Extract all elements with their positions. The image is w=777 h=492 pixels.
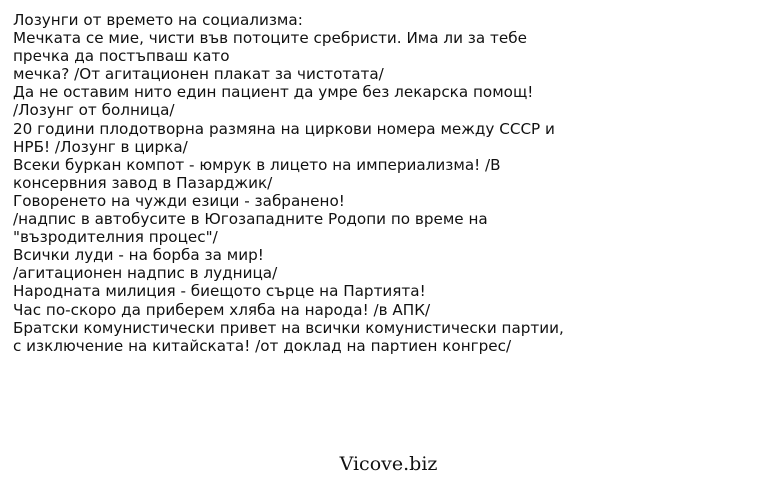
text-line: Говоренето на чужди езици - забранено! xyxy=(13,191,345,210)
text-line: консервния завод в Пазарджик/ xyxy=(13,173,273,192)
text-line: "възродителния процес"/ xyxy=(13,228,218,247)
text-line: Мечката се мие, чисти във потоците сребристи. Има ли за тебе xyxy=(13,29,527,48)
text-line: Всички луди - на борба за мир! xyxy=(13,246,264,265)
text-line: пречка да постъпваш като xyxy=(13,47,230,66)
text-line: мечка? /От агитационен плакат за чистотата/ xyxy=(13,65,384,84)
text-line: 20 години плодотворна размяна на циркови номера между СССР и xyxy=(13,119,555,138)
text-line: Лозунги от времето на социализма: xyxy=(13,11,303,29)
text-line: Братски комунистически привет на всички комунистически партии, xyxy=(13,318,564,337)
text-line: Всеки буркан компот - юмрук в лицето на империализма! /В xyxy=(13,155,501,174)
text-line: Народната милиция - биещото сърце на Партията! xyxy=(13,282,426,301)
text-line: Да не оставим нито един пациент да умре без лекарска помощ! xyxy=(13,83,534,102)
text-line: НРБ! /Лозунг в цирка/ xyxy=(13,137,188,156)
text-line: /Лозунг от болница/ xyxy=(13,101,175,120)
text-line: Час по-скоро да приберем хляба на народа! /в АПК/ xyxy=(13,300,431,319)
site-watermark: Vicove.biz xyxy=(339,453,438,475)
text-line: /надпис в автобусите в Югозападните Родопи по време на xyxy=(13,210,488,229)
slogans-text xyxy=(13,11,613,355)
text-line: с изключение на китайската! /от доклад на партиен конгрес/ xyxy=(13,336,512,355)
text-line: /агитационен надпис в лудница/ xyxy=(13,264,278,283)
